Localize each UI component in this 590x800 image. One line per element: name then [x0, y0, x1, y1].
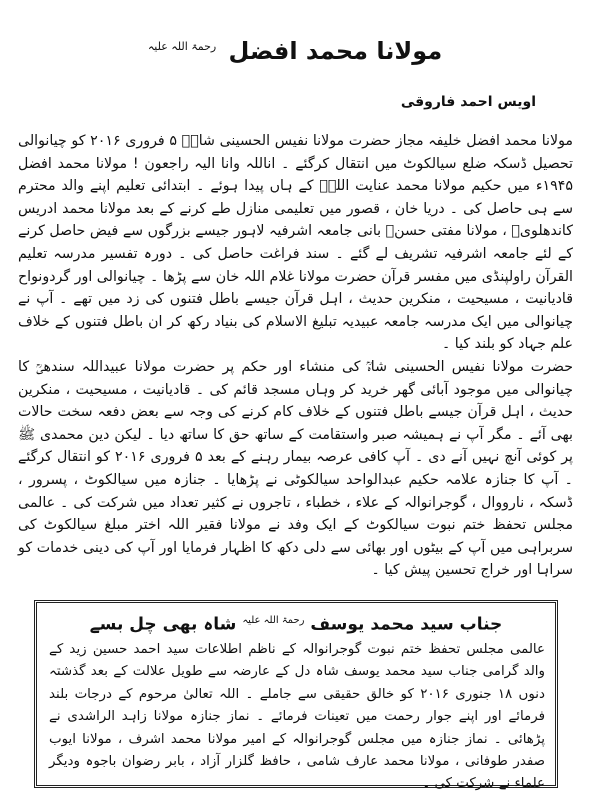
obituary-box — [34, 600, 558, 792]
article-paragraph-2: حضرت مولانا نفیس الحسینی شاہؒ کی منشاء اور حکم پر حضرت مولانا عبیداللہ سندھیؒ کا چیانوالی میں موجود آبائی گھر خرید کر وہاں مسجد قائم کی ۔ قادیانیت ، مسیحیت ، منکرین حدیث ، اہل قرآن جیسے باطل فتنوں کے خلاف کام کرنے کی وجہ سے بعض دفعہ سخت حالات بھی آئے ۔ مگر آپ نے ہمیشہ صبر واستقامت کے ساتھ حق کا ساتھ دیا ۔ لیکن دین محمدی ﷺ پر کوئی آنچ نہیں آنے دی ۔ آپ کافی عرصہ بیمار رہنے کے بعد ۵ فروری ۲۰۱۶ کو انتقال کرگئے ۔ آپ کا جنازہ علامہ حکیم عبدالواحد سیالکوٹی نے پڑھایا ۔ جنازہ میں سیالکوٹ ، پسرور ، ڈسکہ ، نارووال ، گوجرانوالہ کے علاء ، خطباء ، تاجروں نے کثیر تعداد میں شرکت کی ۔ عالمی مجلس تحفظ ختم نبوت سیالکوٹ کے ایک وفد نے مولانا فقیر اللہ اختر مبلغ سیالکوٹ کی سربراہی میں آپ کے بیٹوں اور بھائی سے دلی دکھ کا اظہار فرمایا اور آپ کی دینی خدمات کو سراہا اور خراج تحسین پیش کیا ۔ — [18, 358, 573, 579]
page-title — [0, 32, 590, 66]
box-title-before: جناب سید محمد یوسف — [310, 614, 503, 635]
author-byline: اویس احمد فاروقی — [400, 94, 536, 110]
article-paragraph-1: مولانا محمد افضل خلیفہ مجاز حضرت مولانا نفیس الحسینی شاہؒ ۵ فروری ۲۰۱۶ کو چیانوالی تحصیل ڈسکہ ضلع سیالکوٹ میں انتقال کرگئے ۔ اناللہ وانا الیہ راجعون ! مولانا محمد افضل ۱۹۴۵ء میں حکیم مولانا محمد عنایت اللہؒ کے ہاں پیدا ہوئے ۔ ابتدائی تعلیم اپنے والد محترم سے ہی حاصل کی ۔ دریا خان ، قصور میں تعلیمی منازل طے کرنے کے بعد مولانا محمد ادریس کاندھلویؒ ، مولانا مفتی حسنؒ بانی جامعہ اشرفیہ لاہور جیسے بزرگوں سے فیض حاصل کرنے کے لئے جامعہ اشرفیہ تشریف لے گئے ۔ سند فراغت حاصل کی ۔ دورہ تفسیر مدرسہ تعلیم القرآن راولپنڈی میں مفسر قرآن حضرت مولانا غلام اللہ خان سے پڑھا ۔ چیانوالی اور گردونواح قادیانیت ، مسیحیت ، منکرین حدیث ، اہل قرآن جیسے باطل فتنوں کی زد میں تھے ۔ آپ نے چیانوالی میں ایک مدرسہ جامعہ عبیدیہ تبلیغ الاسلام کی بنیاد رکھ کر ان باطل فتنوں کے خلاف علم جہاد کو بلند کیا ۔ — [18, 133, 573, 353]
box-title-after: شاہ بھی چل بسے — [89, 614, 237, 635]
obituary-box-body: عالمی مجلس تحفظ ختم نبوت گوجرانوالہ کے ناظم اطلاعات سید احمد حسین زید کے والد گرامی جناب سید محمد یوسف شاہ دل کے عارضہ سے طویل علالت کے بعد گذشتہ دنوں ۱۸ جنوری ۲۰۱۶ کو خالق حقیقی سے جاملے ۔ اللہ تعالیٰ مرحوم کے درجات بلند فرمائے اور اپنے جوار رحمت میں تعینات فرمائے ۔ نماز جنازہ مولانا زاہد الراشدی نے پڑھائی ۔ نماز جنازہ میں مجلس گوجرانوالہ کے امیر مولانا محمد اشرف ، مولانا ایوب صفدر طوفانی ، مولانا محمد عارف شامی ، حافظ گلزار آزاد ، بابر رضوان باجوہ ودیگر علماء نے شرکت کی ۔ — [49, 642, 545, 792]
box-title-honorific: رحمۃ اللہ علیہ — [242, 615, 305, 626]
obituary-box-title — [37, 609, 555, 637]
article-body — [18, 130, 573, 582]
title-honorific: رحمۃ اللہ علیہ — [147, 40, 217, 53]
title-text: مولانا محمد افضل — [228, 37, 443, 65]
